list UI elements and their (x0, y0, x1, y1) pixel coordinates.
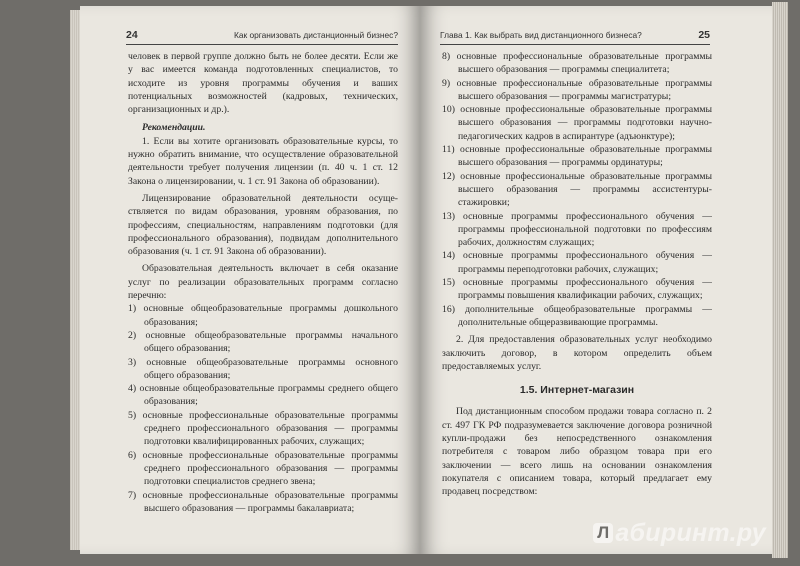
left-page-body (128, 50, 398, 515)
list-item: 13) основные программы профессионального обучения — программы профессиональной подготовки по профессиям рабочих, должностям служащих; (442, 210, 712, 249)
list-item: 15) основные программы профессионального обучения — программы повышения квалификации рабочих, служащих; (442, 277, 712, 302)
recommendation-2: 2. Для предоставления образовательных услуг необходимо заключить договор, в котором определить объем предоставляемых услуг. (442, 334, 712, 372)
list-item: 8) основные профессиональные образовательные программы высшего образования — программы специалитета; (442, 51, 712, 76)
licensing-paragraph: Лицензирование образовательной деятельности осуществляется по видам образования, уровням образования, по профессиям, специальностям, направлениям подготовки (для профессионального образования), подвидам дополнительного образования (ч. 1 ст. 91 Закона об образовании). (128, 192, 398, 258)
list-item: 14) основные программы профессионального обучения — программы переподготовки рабочих, служащих; (442, 250, 712, 275)
list-item: 1) основные общеобразовательные программы дошкольного образования; (128, 303, 398, 328)
left-running-head: Как организовать дистанционный бизнес? (233, 30, 398, 40)
list-item: 5) основные профессиональные образовательные программы среднего профессионального образования — программы подготовки квалифицированных рабочих, служащих; (128, 409, 398, 448)
list-item: 2) основные общеобразовательные программы начального общего образования; (128, 329, 398, 355)
left-page-header (126, 28, 398, 45)
recommendations-heading: Рекомендации. (142, 122, 206, 134)
labirint-logo-icon: Л (593, 523, 613, 543)
list-item: 4) основные общеобразовательные программы среднего общего образования; (128, 383, 398, 408)
right-page-number: 25 (698, 29, 710, 41)
section-paragraph: Под дистанционным способом продажи товара согласно п. 2 ст. 497 ГК РФ подразумевается заключение договора розничной купли-продажи без непосредственного ознакомления потребителя с товаром либо образцом товара при его заключении — всего лишь на основании ознакомления покупателя с описанием товара, который предлагает ему продавец посредством: (442, 406, 712, 498)
right-page-header (440, 28, 710, 45)
list-item: 9) основные профессиональные образовательные программы высшего образования — программы магистратуры; (442, 77, 712, 102)
list-item: 12) основные профессиональные образовательные программы высшего образования — программы ассистентуры-стажировки; (442, 170, 712, 209)
intro-paragraph: человек в первой группе должно быть не более десяти. Если же у вас имеется команда подготовленных специалистов, то исходите из уровня программы обучения и ваших потенциальных возможностей (кадровых, технических, организационных и др.). (128, 51, 398, 116)
list-item: 10) основные профессиональные образовательные программы высшего образования — программы подготовки научно-педагогических кадров в аспирантуре (адъюнктуре); (442, 104, 712, 142)
list-item: 16) дополнительные общеобразовательные программы — дополнительные общеразвивающие программы. (442, 303, 712, 328)
right-page (420, 6, 772, 554)
watermark-text: абиринт.ру (615, 519, 766, 547)
list-item: 7) основные профессиональные образовательные программы высшего образования — программы бакалавриата; (128, 489, 398, 514)
list-intro: Образовательная деятельность включает в себя оказание услуг по реализации образовательных программ согласно перечню: (128, 263, 398, 302)
recommendation-1: 1. Если вы хотите организовать образовательные курсы, то нужно обратить внимание, что осуществление образовательной деятельности требует получения лицензии (п. 40 ч. 1 ст. 12 Закона о лицензировании, ч. 1 ст. 91 Закона об образовании). (128, 135, 398, 187)
labirint-watermark (593, 519, 766, 548)
list-item: 11) основные профессиональные образовательные программы высшего образования — программы ординатуры; (442, 144, 712, 169)
page-edges-right (772, 2, 788, 558)
right-page-body (442, 50, 712, 499)
left-page-number: 24 (126, 29, 138, 41)
right-running-head: Глава 1. Как выбрать вид дистанционного бизнеса? (440, 30, 642, 40)
left-page (80, 6, 420, 554)
page-edges-left (70, 10, 80, 550)
section-title: 1.5. Интернет-магазин (519, 384, 635, 397)
list-item: 6) основные профессиональные образовательные программы среднего профессионального образования — программы подготовки специалистов среднего звена; (128, 449, 398, 488)
list-item: 3) основные общеобразовательные программы основного общего образования; (128, 356, 398, 381)
